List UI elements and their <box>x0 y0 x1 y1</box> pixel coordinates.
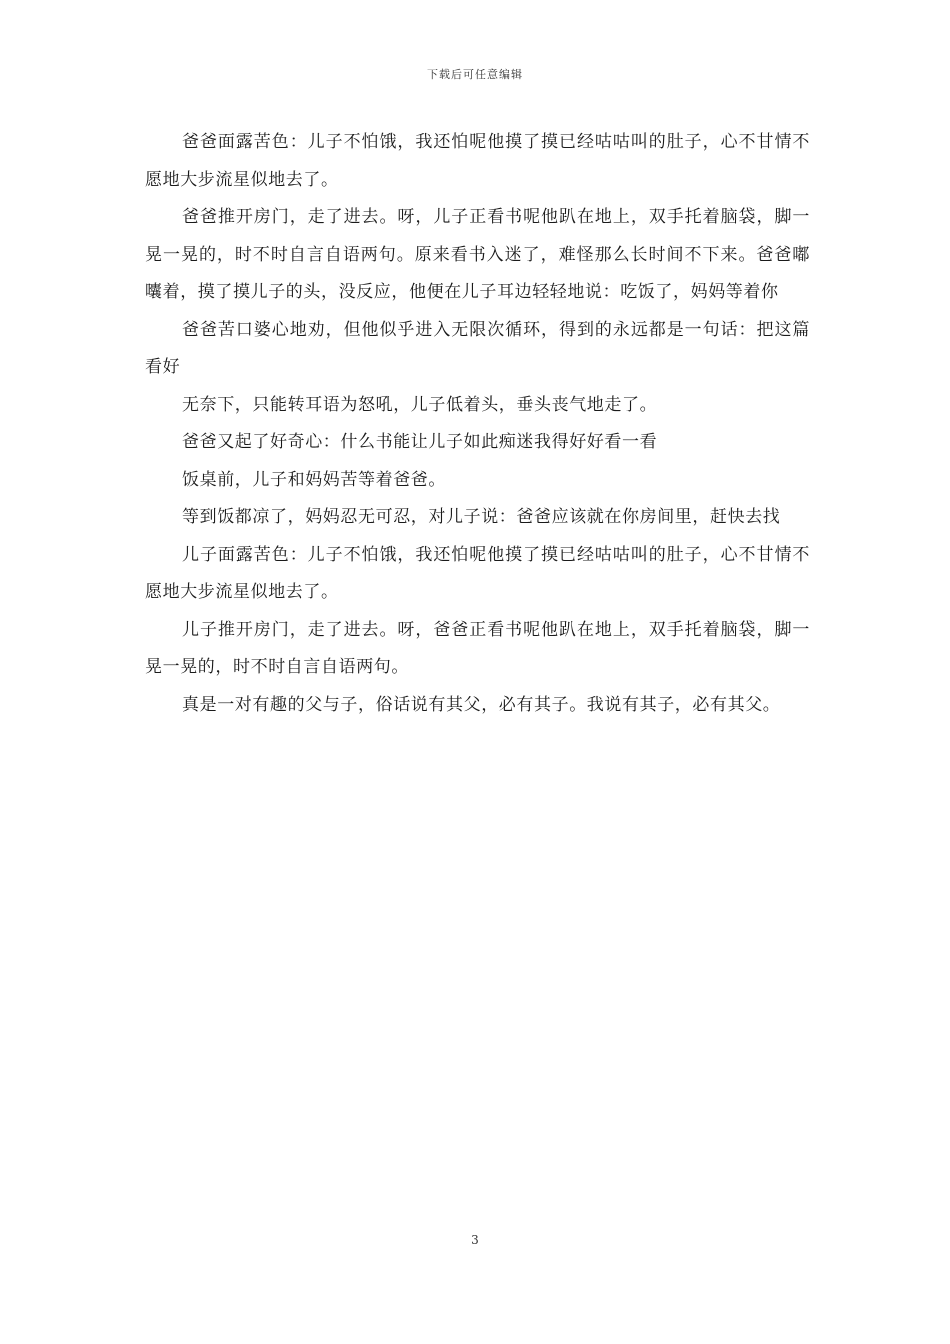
document-body <box>145 124 810 724</box>
paragraph: 爸爸推开房门，走了进去。呀，儿子正看书呢他趴在地上，双手托着脑袋，脚一晃一晃的，时不时自言自语两句。原来看书入迷了，难怪那么长时间不下来。爸爸嘟囔着，摸了摸儿子的头，没反应，他便在儿子耳边轻轻地说：吃饭了，妈妈等着你 <box>145 207 810 302</box>
paragraph: 爸爸苦口婆心地劝，但他似乎进入无限次循环，得到的永远都是一句话：把这篇看好 <box>145 319 810 377</box>
page-number: 3 <box>471 1233 479 1247</box>
paragraph: 饭桌前，儿子和妈妈苦等着爸爸。 <box>182 469 446 490</box>
paragraph: 儿子推开房门，走了进去。呀，爸爸正看书呢他趴在地上，双手托着脑袋，脚一晃一晃的，时不时自言自语两句。 <box>145 619 810 677</box>
paragraph: 爸爸又起了好奇心：什么书能让儿子如此痴迷我得好好看一看 <box>182 432 658 452</box>
page-header: 下载后可任意编辑 <box>427 68 523 81</box>
paragraph: 儿子面露苦色：儿子不怕饿，我还怕呢他摸了摸已经咕咕叫的肚子，心不甘情不愿地大步流星似地去了。 <box>145 544 810 602</box>
paragraph: 爸爸面露苦色：儿子不怕饿，我还怕呢他摸了摸已经咕咕叫的肚子，心不甘情不愿地大步流星似地去了。 <box>145 132 810 190</box>
paragraph: 等到饭都凉了，妈妈忍无可忍，对儿子说：爸爸应该就在你房间里，赶快去找 <box>182 507 781 527</box>
paragraph: 真是一对有趣的父与子，俗话说有其父，必有其子。我说有其子，必有其父。 <box>182 694 781 715</box>
paragraph: 无奈下，只能转耳语为怒吼，儿子低着头，垂头丧气地走了。 <box>182 394 658 415</box>
